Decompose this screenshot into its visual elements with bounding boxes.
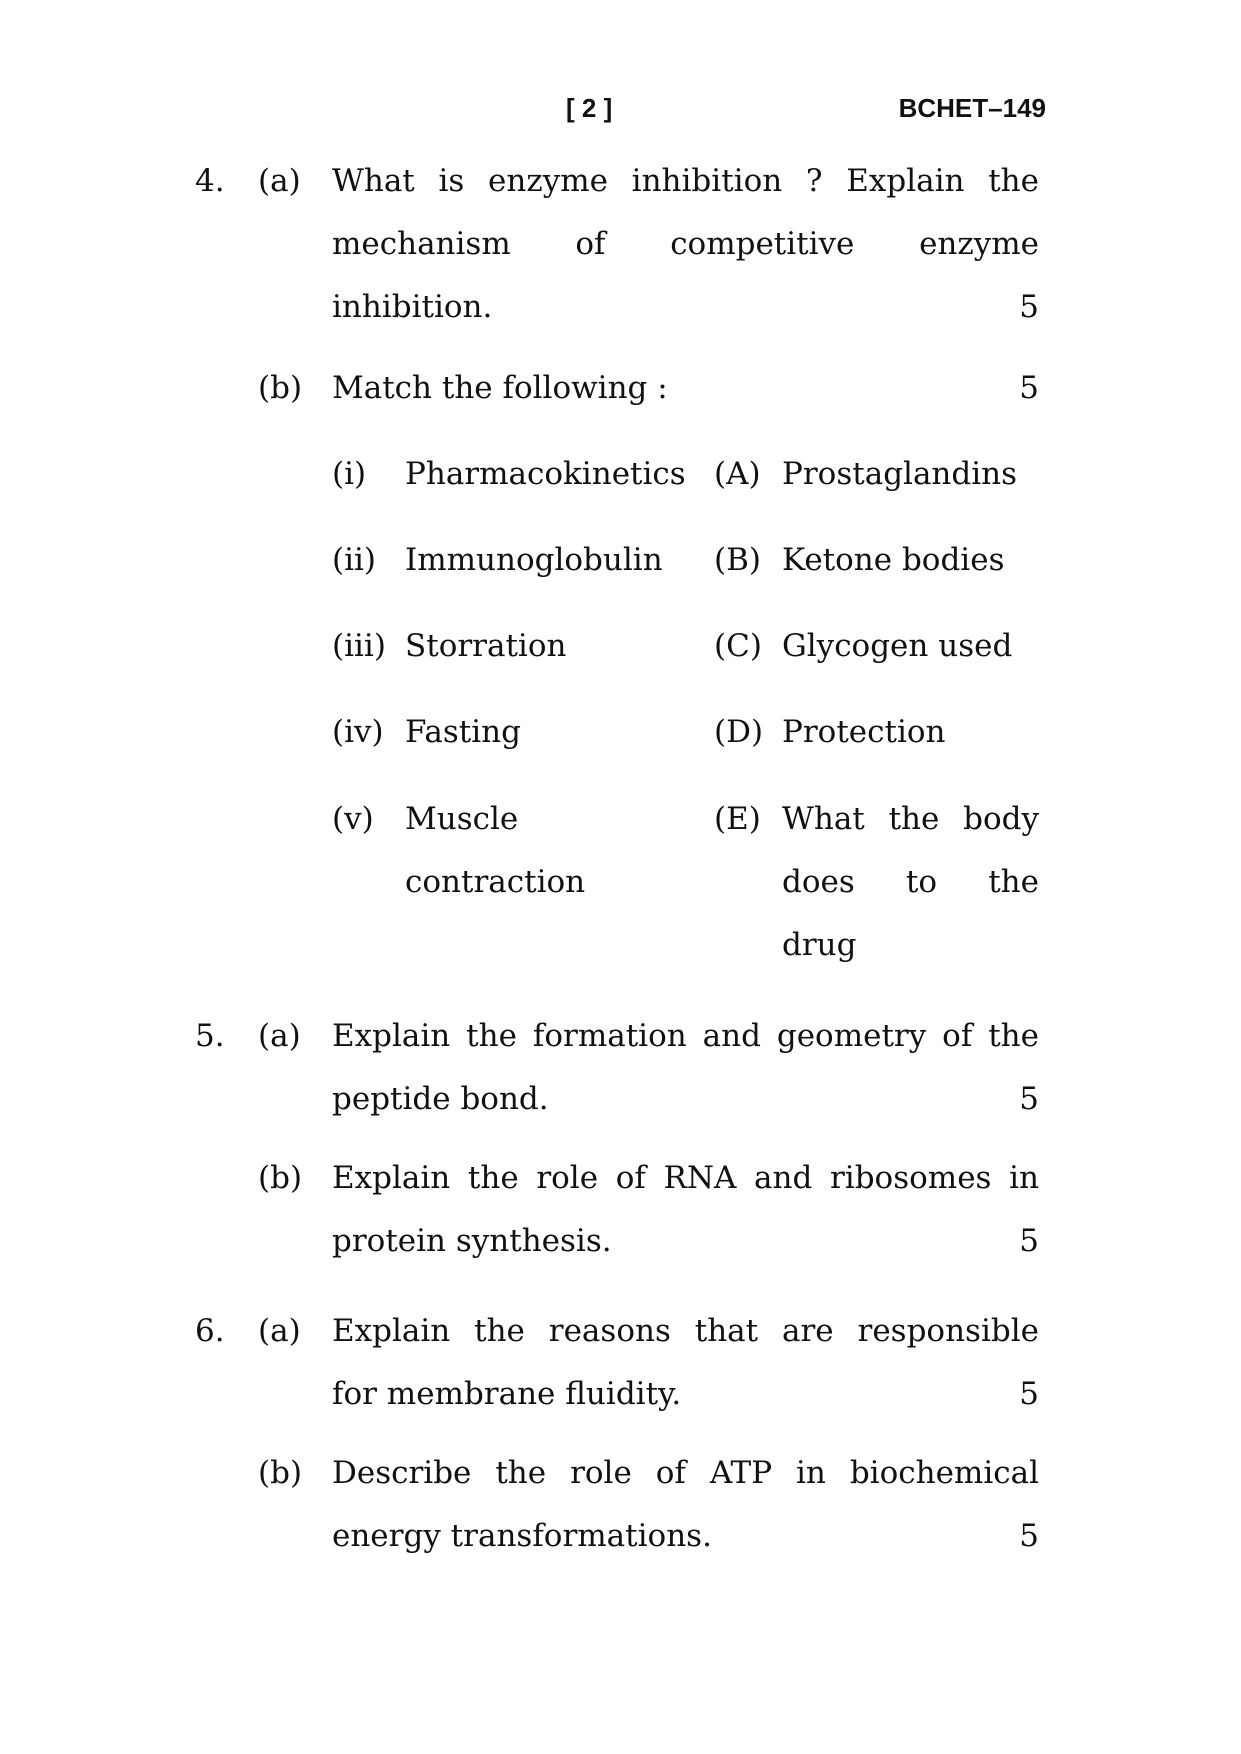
word: inhibition — [631, 163, 783, 199]
question-5b-label: (b) — [258, 1160, 303, 1196]
word: Explain — [332, 1313, 451, 1349]
word: reasons — [548, 1313, 671, 1349]
word: of — [655, 1455, 686, 1491]
question-4a-line-3: inhibition. — [332, 289, 493, 325]
word: biochemical — [849, 1455, 1039, 1491]
match-left-text: contraction — [405, 864, 586, 900]
word: What — [332, 163, 415, 199]
word: is — [438, 163, 465, 199]
match-right-text: Ketone bodies — [782, 542, 1005, 578]
match-left-text: Pharmacokinetics — [405, 456, 686, 492]
match-right-letter: (D) — [714, 714, 764, 750]
match-right-letter: (A) — [714, 456, 761, 492]
match-right-letter: (E) — [714, 801, 761, 837]
question-4a-label: (a) — [258, 163, 301, 199]
match-left-text: Fasting — [405, 714, 521, 750]
word: ATP — [709, 1455, 773, 1491]
question-6b-line-2: energy transformations. — [332, 1518, 712, 1554]
word: competitive — [670, 226, 855, 262]
question-5-number: 5. — [195, 1018, 225, 1054]
question-6-number: 6. — [195, 1313, 225, 1349]
match-left-num: (ii) — [332, 542, 377, 578]
word: of — [575, 226, 606, 262]
question-5b-line-2: protein synthesis. — [332, 1223, 612, 1259]
word: What — [782, 801, 865, 837]
question-5b-line-1: Explain the role of RNA and ribosomes in — [332, 1160, 1039, 1196]
match-right-text: Prostaglandins — [782, 456, 1018, 492]
question-6b-label: (b) — [258, 1455, 303, 1491]
word: Describe — [332, 1455, 472, 1491]
match-right-text: Glycogen used — [782, 628, 1013, 664]
match-left-num: (iv) — [332, 714, 384, 750]
question-6a-label: (a) — [258, 1313, 301, 1349]
question-5a-label: (a) — [258, 1018, 301, 1054]
word: that — [694, 1313, 759, 1349]
word: mechanism — [332, 226, 511, 262]
word: enzyme — [919, 226, 1039, 262]
word: responsible — [857, 1313, 1039, 1349]
word: are — [781, 1313, 834, 1349]
word: the — [988, 163, 1039, 199]
question-4b-text: Match the following : — [332, 370, 668, 406]
match-right-text — [782, 862, 1039, 902]
question-4a-line-2 — [332, 224, 1039, 264]
question-4a-line-1 — [332, 161, 1039, 201]
question-4a-marks: 5 — [1019, 289, 1039, 325]
word: to — [905, 864, 938, 900]
question-6b-line-1 — [332, 1453, 1039, 1493]
word: in — [796, 1455, 826, 1491]
word: enzyme — [488, 163, 608, 199]
match-left-num: (v) — [332, 801, 374, 837]
match-left-text: Muscle — [405, 801, 519, 837]
word: the — [988, 864, 1039, 900]
question-6a-line-1 — [332, 1311, 1039, 1351]
paper-code: BCHET–149 — [898, 93, 1046, 123]
match-right-text: Protection — [782, 714, 946, 750]
word: body — [963, 801, 1039, 837]
word: role — [570, 1455, 632, 1491]
question-5b-marks: 5 — [1019, 1223, 1039, 1259]
page-number: [ 2 ] — [566, 93, 613, 123]
question-5a-marks: 5 — [1019, 1081, 1039, 1117]
word: ? — [805, 163, 823, 199]
question-4-number: 4. — [195, 163, 225, 199]
match-right-letter: (C) — [714, 628, 762, 664]
word: the — [495, 1455, 547, 1491]
word: Explain — [846, 163, 965, 199]
match-left-text: Storration — [405, 628, 567, 664]
question-4b-marks: 5 — [1019, 370, 1039, 406]
match-right-letter: (B) — [714, 542, 761, 578]
word: the — [888, 801, 940, 837]
question-5a-line-1: Explain the formation and geometry of the — [332, 1018, 1039, 1054]
word: does — [782, 864, 855, 900]
question-6a-marks: 5 — [1019, 1376, 1039, 1412]
match-left-num: (i) — [332, 456, 367, 492]
match-right-text — [782, 799, 1039, 839]
match-left-num: (iii) — [332, 628, 386, 664]
word: the — [474, 1313, 525, 1349]
question-6a-line-2: for membrane fluidity. — [332, 1376, 682, 1412]
match-left-text: Immunoglobulin — [405, 542, 663, 578]
match-right-text: drug — [782, 927, 857, 963]
question-5a-line-2: peptide bond. — [332, 1081, 549, 1117]
question-6b-marks: 5 — [1019, 1518, 1039, 1554]
question-4b-label: (b) — [258, 370, 303, 406]
